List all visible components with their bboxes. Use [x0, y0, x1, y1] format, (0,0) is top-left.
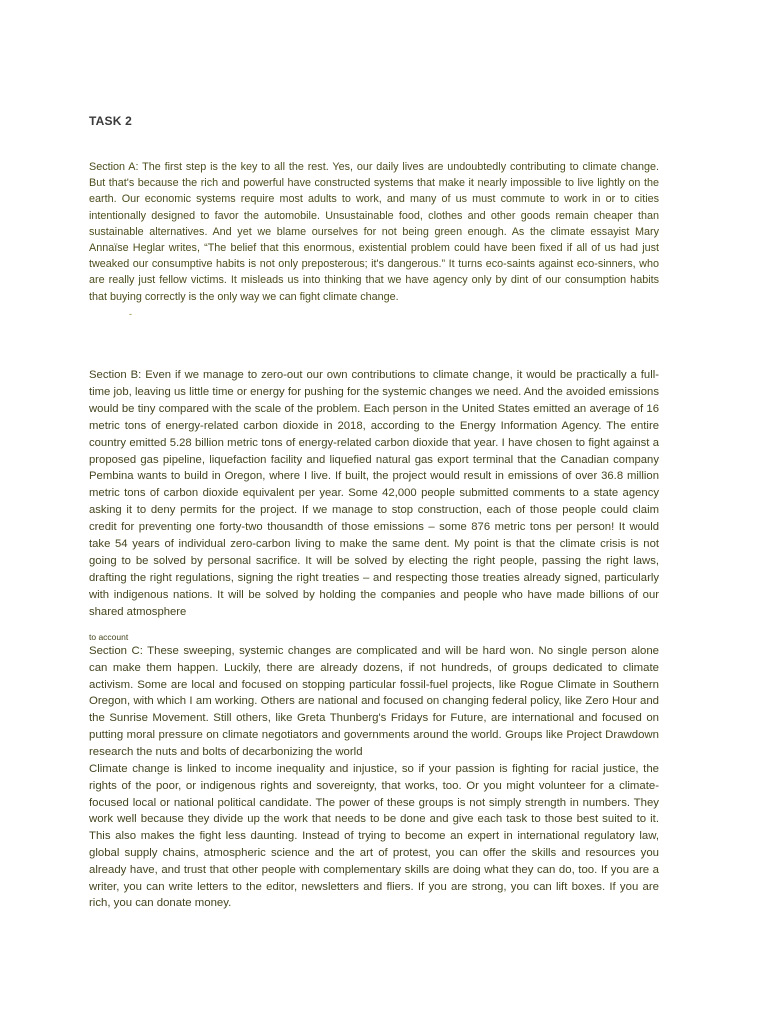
section-c-paragraph: Section C: These sweeping, systemic changes are complicated and will be hard won. No single person alone can make them happen. Luckily, there are already dozens, if not hundreds, of groups dedicated to climate activism. Some are local and focused on stopping particular fossil-fuel projects, like Rogue Climate in Southern Oregon, with which I am working. Others are national and focused on changing federal policy, like Zero Hour and the Sunrise Movement. Still others, like Greta Thunberg's Fridays for Future, are international and focused on putting moral pressure on climate negotiators and governments around the world. Groups like Project Drawdown research the nuts and bolts of decarbonizing the world	[89, 645, 659, 758]
section-b-tail: to account	[89, 631, 129, 642]
task-title: TASK 2	[89, 114, 132, 128]
section-b-block	[89, 367, 659, 643]
climate-justice-paragraph: Climate change is linked to income inequality and injustice, so if your passion is fighting for racial justice, the rights of the poor, or indigenous rights and sovereignty, that works, too. Or you might volunteer for a climate-focused local or national political candidate. The power of these groups is not simply strength in numbers. They work well because they divide up the work that needs to be done and give each task to those best suited to it. This also makes the fight less daunting. Instead of trying to become an expert in international regulatory law, global supply chains, atmospheric science and the art of protest, you can offer the skills and resources you already have, and trust that other people with complementary skills are doing what they can do, too. If you are a writer, you can write letters to the editor, newsletters and fliers. If you are strong, you can lift boxes. If you are rich, you can donate money.	[89, 763, 659, 910]
stray-mark: -	[129, 309, 132, 319]
section-a-paragraph: Section A: The first step is the key to all the rest. Yes, our daily lives are undoubtedly contributing to climate change. But that's because the rich and powerful have constructed systems that make it nearly impossible to live lightly on the earth. Our economic systems require most adults to work, and many of us must commute to work in or to cities intentionally designed to favor the automobile. Unsustainable food, clothes and other goods remain cheaper than sustainable alternatives. And yet we blame ourselves for not being green enough. As the climate essayist Mary Annaïse Heglar writes, “The belief that this enormous, existential problem could have been fixed if all of us had just tweaked our consumptive habits is not only preposterous; it's dangerous.” It turns eco-saints against eco-sinners, who are really just fellow victims. It misleads us into thinking that we have agency only by dint of our consumption habits that buying correctly is the only way we can fight climate change.	[89, 161, 659, 303]
section-b-paragraph: Section B: Even if we manage to zero-out our own contributions to climate change, it would be practically a full-time job, leaving us little time or energy for pushing for the systemic changes we need. And the avoided emissions would be tiny compared with the scale of the problem. Each person in the United States emitted an average of 16 metric tons of energy-related carbon dioxide in 2018, according to the Energy Information Agency. The entire country emitted 5.28 billion metric tons of energy-related carbon dioxide that year. I have chosen to fight against a proposed gas pipeline, liquefaction facility and liquefied natural gas export terminal that the Canadian company Pembina wants to build in Oregon, where I live. If built, the project would result in emissions of over 36.8 million metric tons of carbon dioxide equivalent per year. Some 42,000 people submitted comments to a state agency asking it to deny permits for the project. If we manage to stop construction, each of those people could claim credit for preventing one forty-two thousandth of those emissions – some 876 metric tons per person! It would take 54 years of individual zero-carbon living to make the same dent. My point is that the climate crisis is not going to be solved by personal sacrifice. It will be solved by electing the right people, passing the right laws, drafting the right regulations, signing the right treaties – and respecting those treaties already signed, particularly with indigenous nations. It will be solved by holding the companies and people who have made billions of our shared atmosphere	[89, 369, 659, 618]
